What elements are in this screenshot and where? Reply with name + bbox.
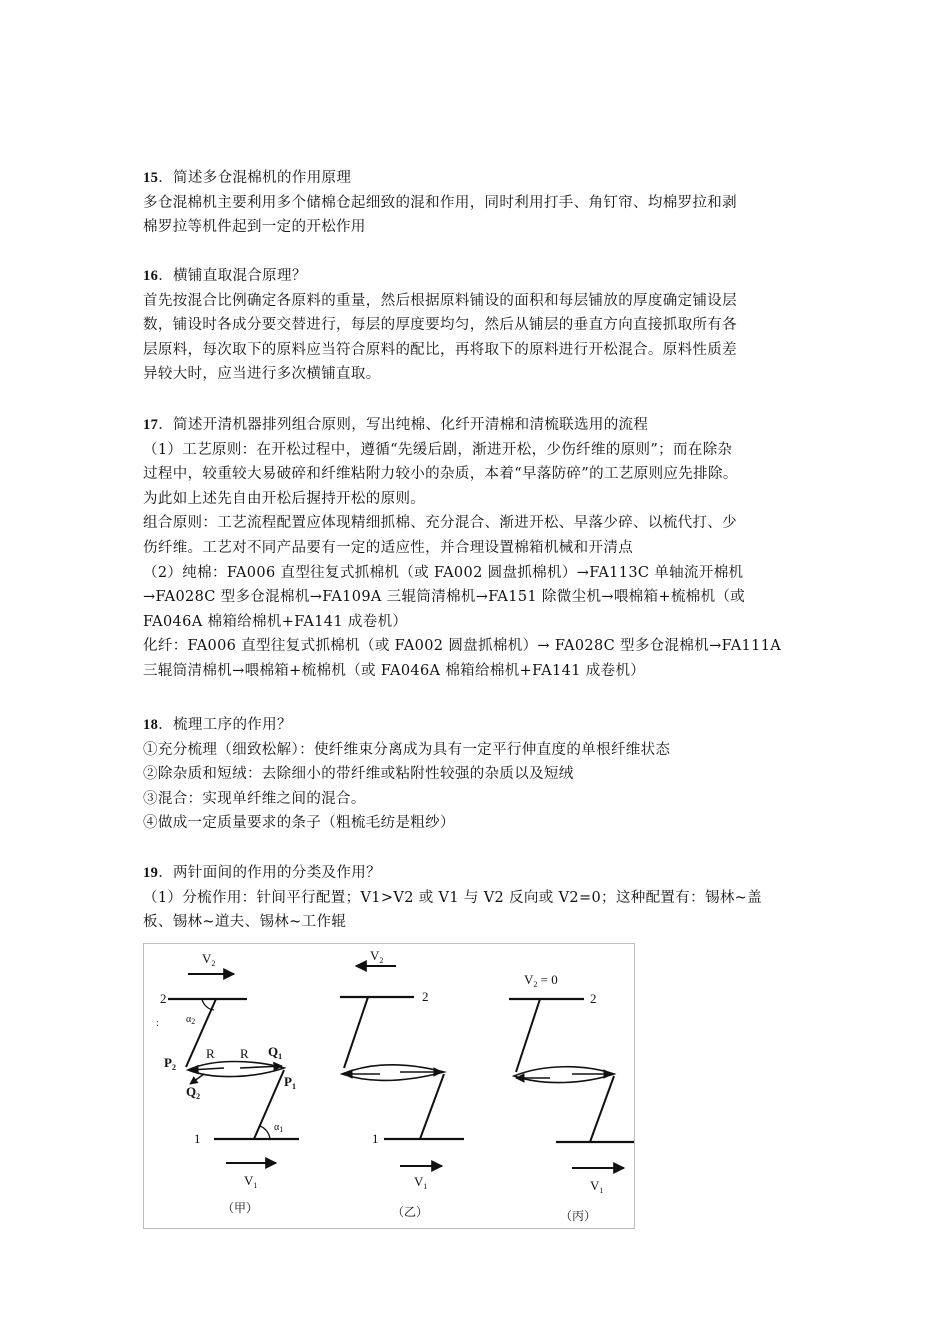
answer-line: （1）工艺原则：在开松过程中，遵循“先缓后剧，渐进开松，少伤纤维的原则”；而在除杂 <box>143 441 733 458</box>
v1-label: $V_1$ <box>414 1174 428 1191</box>
q2-arrow <box>190 1074 204 1084</box>
question-15-heading <box>143 166 811 191</box>
answer-line: ④做成一定质量要求的条子（粗梳毛纺是粗纱） <box>143 815 455 832</box>
question-19 <box>143 861 811 935</box>
panel-bing <box>509 972 634 1223</box>
question-17-heading <box>143 413 811 438</box>
v2-label: $V_2$ <box>202 951 216 968</box>
top-surface-number: 2 <box>422 989 429 1004</box>
question-19-heading <box>143 861 811 886</box>
panel-caption: （丙） <box>560 1209 597 1223</box>
q2-label: $Q_2$ <box>186 1084 201 1101</box>
question-title: ．梳理工序的作用？ <box>158 717 292 733</box>
answer-line: 多仓混棉机主要利用多个储棉仓起细致的混和作用，同时利用打手、角钉帘、均棉罗拉和剥 <box>143 194 737 211</box>
question-18-heading <box>143 713 811 738</box>
answer-line: 棉罗拉等机件起到一定的开松作用 <box>143 219 366 236</box>
answer-line: 过程中，较重较大易破碎和纤维粘附力较小的杂质，本着“早落防碎”的工艺原则应先排除。 <box>143 466 738 483</box>
q1-arrow <box>240 1066 282 1068</box>
q1-label: $Q_1$ <box>268 1044 283 1061</box>
v2-label: $V_2 = 0$ <box>524 972 558 989</box>
p1-label: $P_1$ <box>284 1074 296 1091</box>
panel-jia <box>156 951 299 1215</box>
answer-line: （2）纯棉：FA006 直型往复式抓棉机（或 FA002 圆盘抓棉机）→FA113C 单轴流开棉机 <box>143 564 744 581</box>
answer-line: 三辊筒清棉机→喂棉箱+梳棉机（或 FA046A 棉箱给棉机+FA141 成卷机） <box>143 662 646 679</box>
question-16-heading <box>143 264 811 289</box>
r-arrow-left <box>190 1068 224 1070</box>
alpha1-label: $\alpha_1$ <box>274 1122 284 1134</box>
question-17 <box>143 413 811 684</box>
dots: : <box>156 1018 159 1029</box>
p2-label: $P_2$ <box>164 1055 176 1072</box>
answer-line: 为此如上述先自由开松后握持开松的原则。 <box>143 490 426 507</box>
panel-caption: （甲） <box>222 1201 259 1215</box>
top-surface-number: 2 <box>160 991 167 1006</box>
answer-line: 数，铺设时各成分要交替进行，每层的厚度要均匀，然后从铺层的垂直方向直接抓取所有各 <box>143 317 737 334</box>
question-title: ．横铺直取混合原理？ <box>158 268 307 284</box>
v2-label: $V_2$ <box>370 948 384 965</box>
panel-yi <box>340 948 464 1219</box>
answer-line: ①充分梳理（细致松解）：使纤维束分离成为具有一定平行伸直度的单根纤维状态 <box>143 741 671 758</box>
r-label-right: R <box>240 1046 249 1061</box>
lower-needle <box>590 1076 614 1142</box>
question-18 <box>143 713 811 836</box>
question-number: 19 <box>143 865 159 881</box>
r-label-left: R <box>206 1046 215 1061</box>
answer-line: →FA028C 型多仓混棉机→FA109A 三辊筒清棉机→FA151 除微尘机→喂棉箱+梳棉机（或 <box>143 589 746 606</box>
needle-surface-figure <box>143 943 635 1229</box>
answer-line: 化纤：FA006 直型往复式抓棉机（或 FA002 圆盘抓棉机）→ FA028C 型多仓混棉机→FA111A <box>143 638 782 655</box>
alpha1-arc <box>260 1126 270 1139</box>
bottom-surface-number: 1 <box>372 1131 379 1146</box>
answer-line: （1）分梳作用：针间平行配置；V1>V2 或 V1 与 V2 反向或 V2=0；这种配置有：锡林~盖 <box>143 889 763 906</box>
bottom-surface-number: 1 <box>194 1131 201 1146</box>
alpha2-label: $\alpha_2$ <box>186 1014 196 1026</box>
v1-label: $V_1$ <box>244 1173 258 1190</box>
upper-needle <box>344 997 368 1068</box>
question-number: 18 <box>143 717 159 733</box>
answer-line: 首先按混合比例确定各原料的重量，然后根据原料铺设的面积和每层铺放的厚度确定铺设层 <box>143 292 737 309</box>
question-title: ．简述多仓混棉机的作用原理 <box>158 170 352 186</box>
question-number: 15 <box>143 170 159 186</box>
question-title: ．简述开清机器排列组合原则，写出纯棉、化纤开清棉和清梳联选用的流程 <box>158 417 649 433</box>
answer-line: 板、锡林~道夫、锡林~工作辊 <box>143 914 347 931</box>
upper-needle <box>516 999 540 1072</box>
figure-svg <box>144 944 634 1228</box>
lower-needle <box>420 1074 444 1139</box>
answer-line: 层原料，每次取下的原料应当符合原料的配比，再将取下的原料进行开松混合。原料性质差 <box>143 341 737 358</box>
answer-line: 组合原则：工艺流程配置应体现精细抓棉、充分混合、渐进开松、早落少碎、以梳代打、少 <box>143 515 737 532</box>
question-title: ．两针面间的作用的分类及作用？ <box>158 865 381 881</box>
v1-label: $V_1$ <box>590 1178 604 1195</box>
question-15 <box>143 166 811 240</box>
panel-caption: （乙） <box>392 1205 429 1219</box>
answer-line: ③混合：实现单纤维之间的混合。 <box>143 790 366 807</box>
answer-line: ②除杂质和短绒：去除细小的带纤维或粘附性较强的杂质以及短绒 <box>143 766 574 783</box>
question-number: 17 <box>143 417 159 433</box>
question-number: 16 <box>143 268 159 284</box>
top-surface-number: 2 <box>590 991 597 1006</box>
answer-line: FA046A 棉箱给棉机+FA141 成卷机） <box>143 613 408 630</box>
answer-line: 异较大时，应当进行多次横铺直取。 <box>143 366 381 383</box>
question-16 <box>143 264 811 387</box>
answer-line: 伤纤维。工艺对不同产品要有一定的适应性，并合理设置棉箱机械和开清点 <box>143 539 634 556</box>
